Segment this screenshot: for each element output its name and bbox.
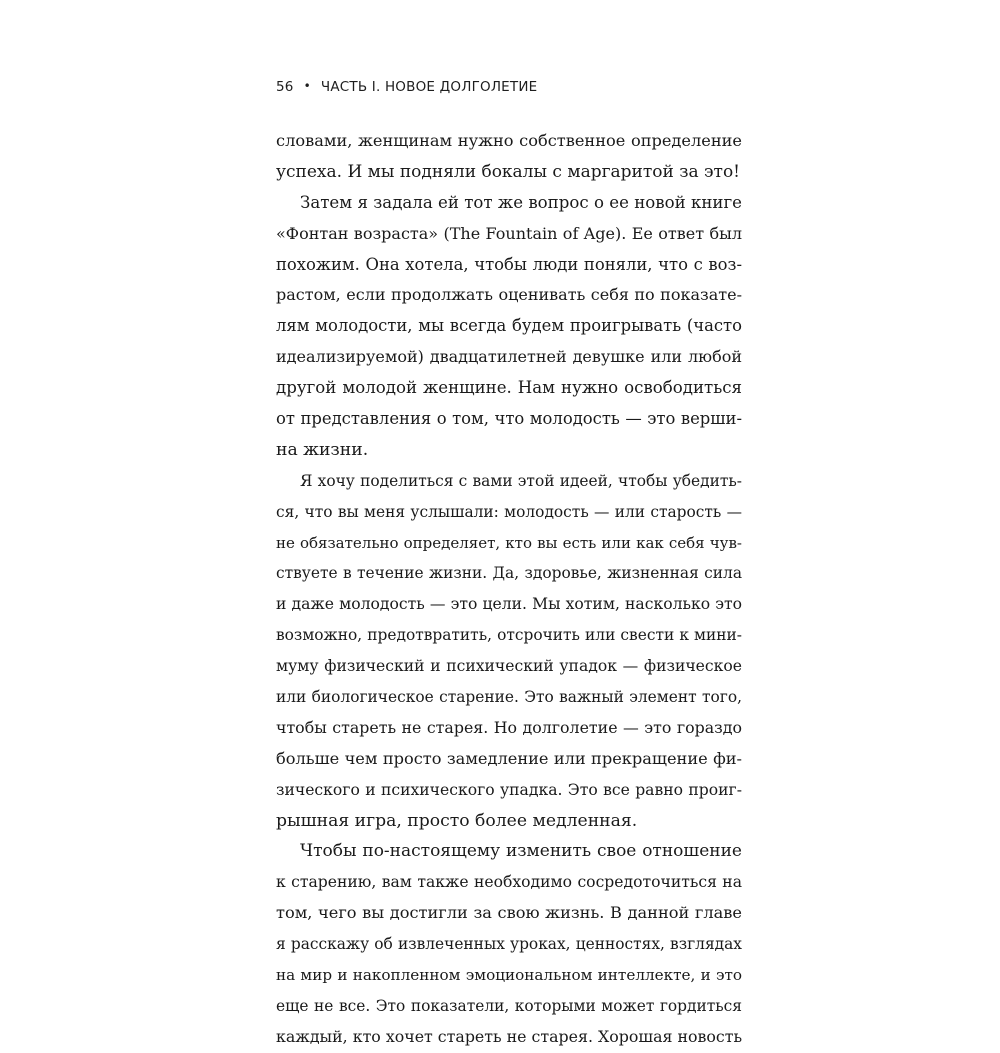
- text-line: на мир и накопленном эмоциональном интеллекте, и это: [276, 966, 742, 985]
- text-line: ствуете в течение жизни. Да, здоровье, жизненная сила: [276, 564, 742, 583]
- page-number: 56: [276, 79, 294, 95]
- text-line: муму физический и психический упадок — физическое: [276, 657, 742, 676]
- text-line: не обязательно определяет, кто вы есть или как себя чув-: [276, 533, 742, 552]
- text-line: растом, если продолжать оценивать себя по показате-: [276, 285, 742, 305]
- text-line: идеализируемой) двадцатилетней девушке или любой: [276, 347, 742, 367]
- text-line: еще не все. Это показатели, которыми может гордиться: [276, 996, 742, 1015]
- text-line: я расскажу об извлеченных уроках, ценностях, взглядах: [276, 935, 742, 954]
- section-title: ЧАСТЬ I. НОВОЕ ДОЛГОЛЕТИЕ: [320, 79, 538, 95]
- text-line: «Фонтан возраста» (The Fountain of Age). Ее ответ был: [276, 223, 742, 243]
- text-line: возможно, предотвратить, отсрочить или свести к мини-: [276, 626, 742, 645]
- text-line: и даже молодость — это цели. Мы хотим, насколько это: [276, 595, 742, 614]
- text-line: на жизни.: [276, 439, 369, 460]
- text-line: другой молодой женщине. Нам нужно освободиться: [276, 378, 742, 398]
- text-line: зического и психического упадка. Это все равно проиг-: [276, 780, 742, 799]
- text-line: похожим. Она хотела, чтобы люди поняли, что с воз-: [276, 254, 742, 274]
- text-line: том, чего вы достигли за свою жизнь. В данной главе: [276, 903, 742, 923]
- text-line: каждый, кто хочет стареть не старея. Хорошая новость: [276, 1026, 743, 1046]
- text-line: успеха. И мы подняли бокалы с маргаритой за это!: [276, 161, 741, 182]
- text-line: к старению, вам также необходимо сосредоточиться на: [276, 873, 742, 892]
- text-line: больше чем просто замедление или прекращение фи-: [276, 748, 742, 768]
- body-text: [276, 126, 742, 1053]
- text-line: ся, что вы меня услышали: молодость — или старость —: [276, 502, 742, 521]
- text-line: или биологическое старение. Это важный элемент того,: [276, 688, 742, 707]
- text-line: Я хочу поделиться с вами этой идеей, чтобы убедить-: [300, 471, 742, 490]
- text-line: чтобы стареть не старея. Но долголетие — это гораздо: [276, 717, 742, 737]
- text-line: лям молодости, мы всегда будем проигрывать (часто: [276, 316, 742, 336]
- text-line: словами, женщинам нужно собственное определение: [276, 131, 742, 150]
- running-header: [276, 79, 537, 95]
- text-line: Чтобы по-настоящему изменить свое отношение: [300, 841, 742, 862]
- text-line: рышная игра, просто более медленная.: [276, 810, 638, 831]
- text-line: Затем я задала ей тот же вопрос о ее новой книге: [300, 192, 742, 212]
- header-bullet: •: [303, 79, 311, 93]
- text-line: от представления о том, что молодость — это верши-: [276, 409, 742, 429]
